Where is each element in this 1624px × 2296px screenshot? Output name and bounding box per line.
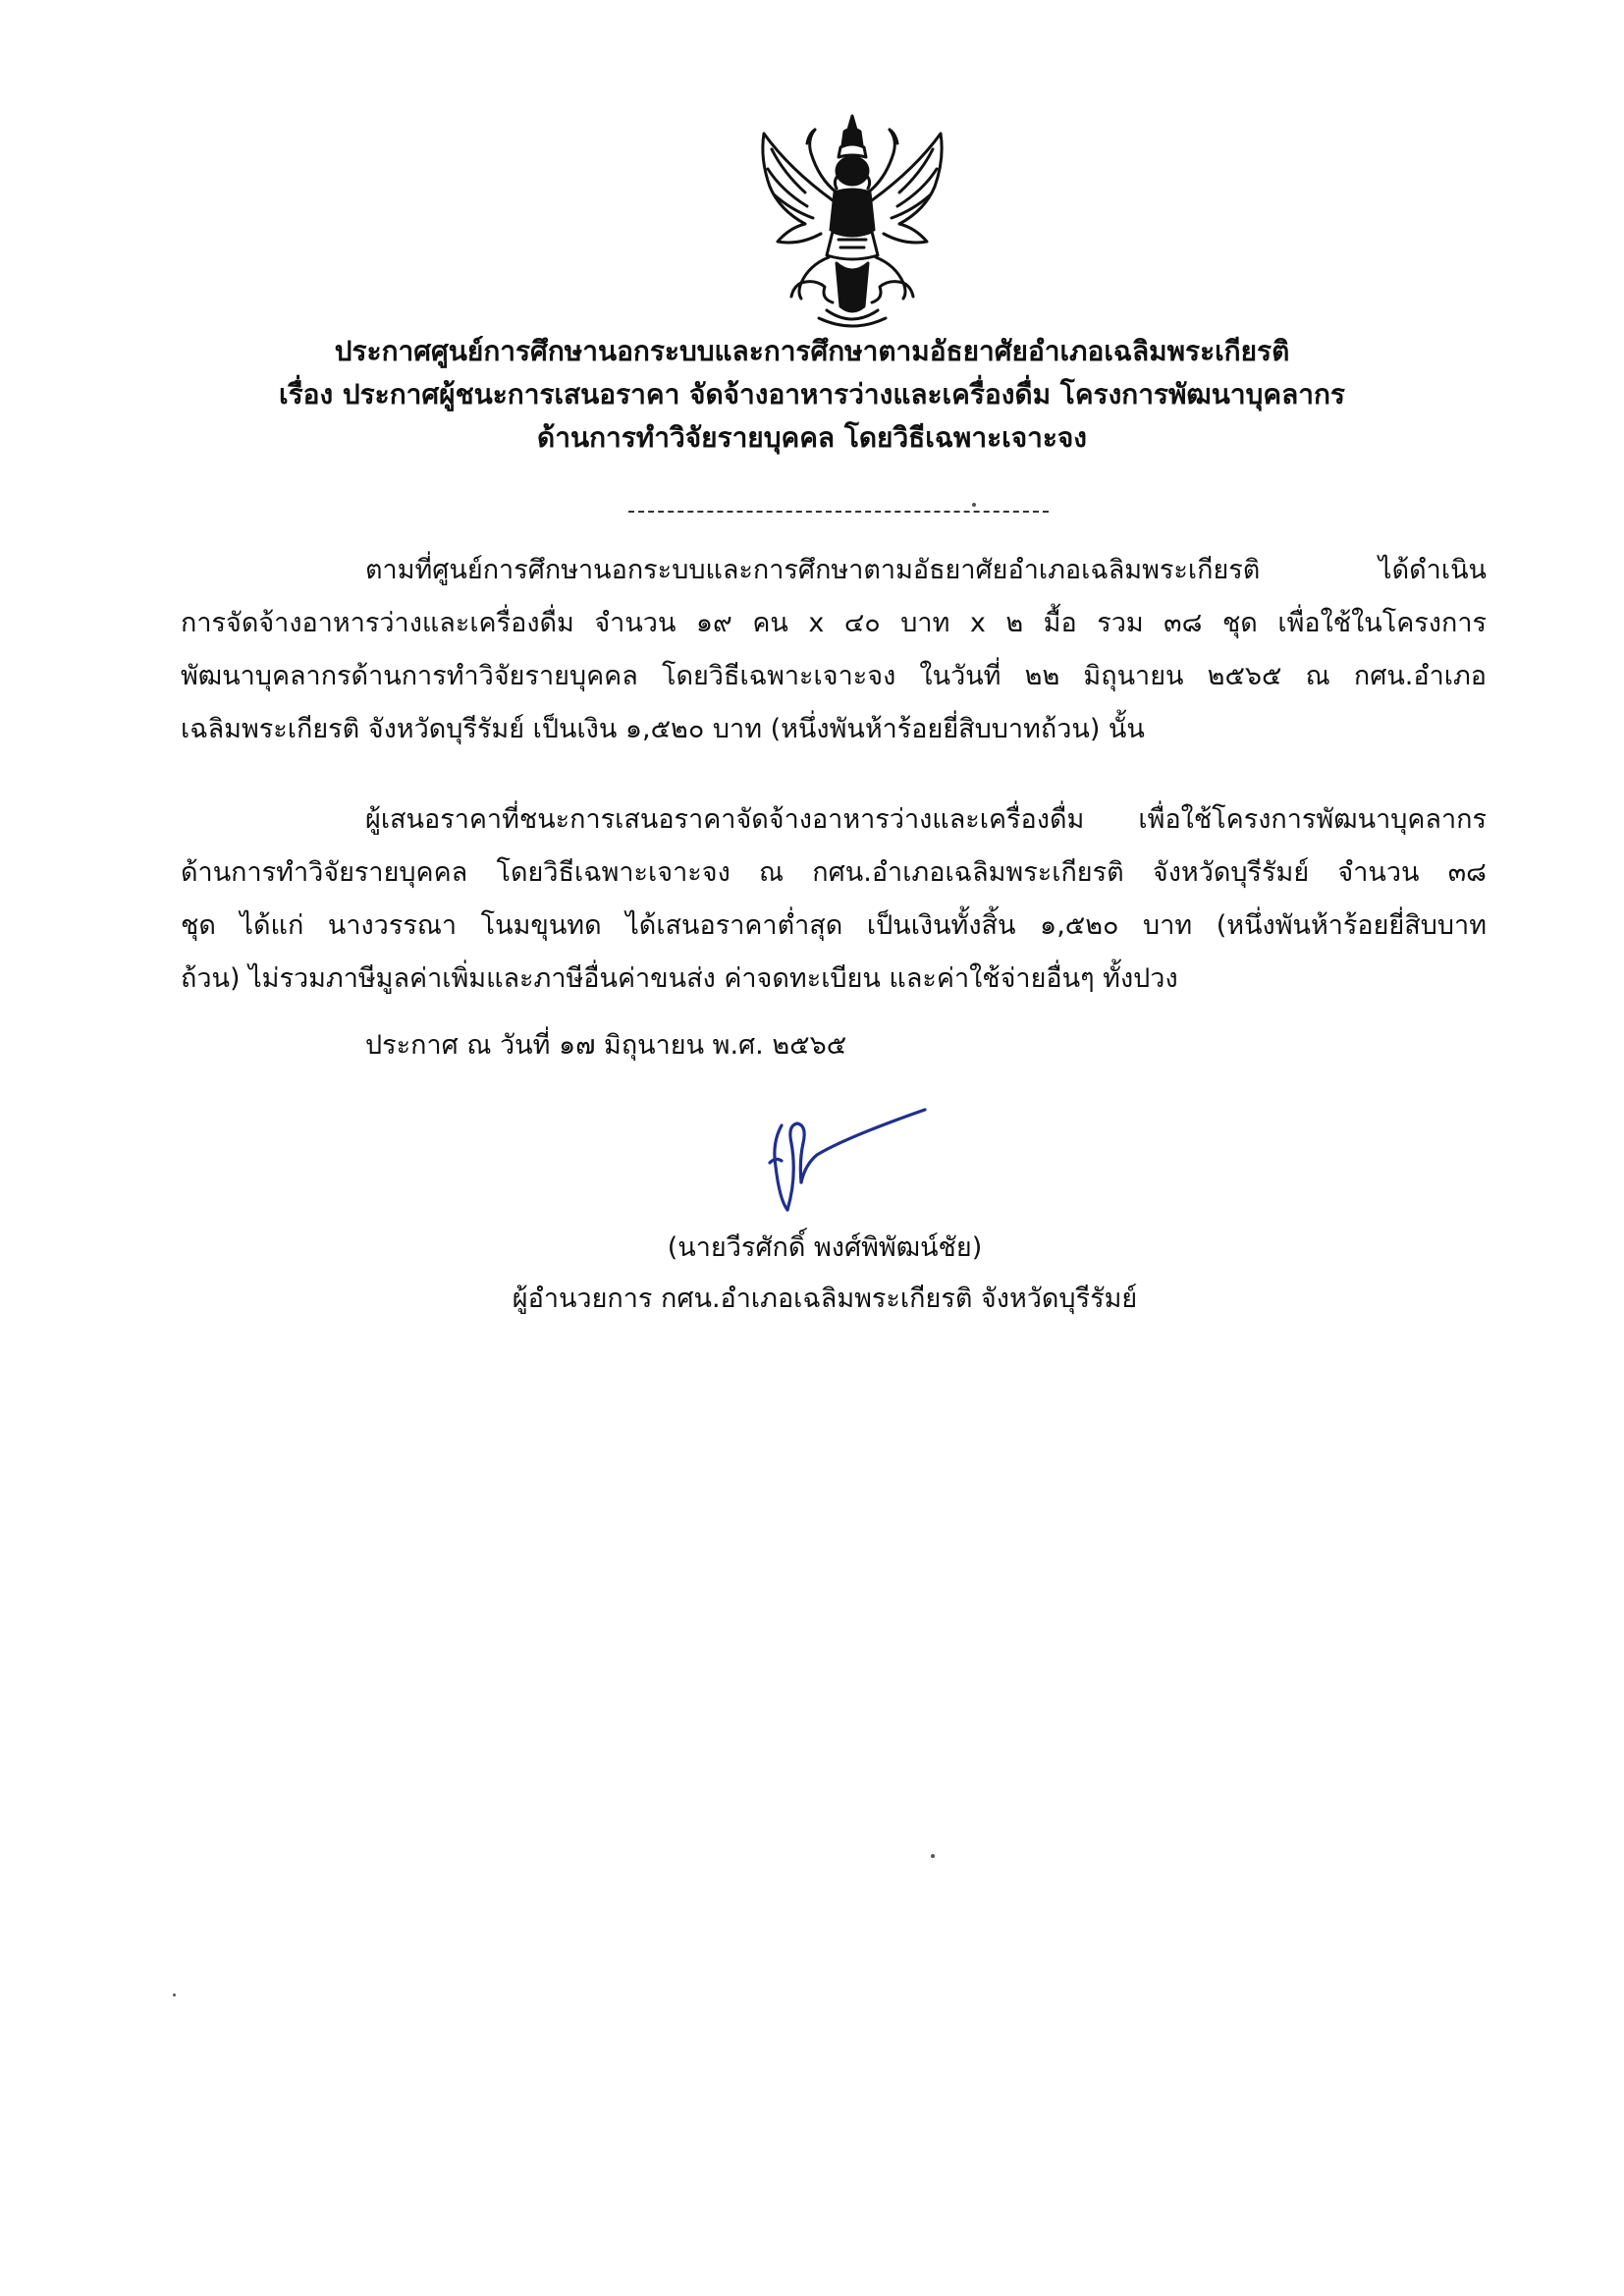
paragraph-2-line: ด้านการทำวิจัยรายบุคคล โดยวิธีเฉพาะเจาะจง ณ กศน.อำเภอเฉลิมพระเกียรติ จังหวัดบุรีรัมย์ จำนวน ๓๘ (181, 857, 1487, 888)
paragraph-2-line: ถ้วน) ไม่รวมภาษีมูลค่าเพิ่มและภาษีอื่นค่าขนส่ง ค่าจดทะเบียน และค่าใช้จ่ายอื่นๆ ทั้งปวง (181, 963, 1178, 994)
scan-speck (173, 1994, 176, 1996)
paragraph-2-line: ผู้เสนอราคาที่ชนะการเสนอราคาจัดจ้างอาหารว่างและเครื่องดื่ม เพื่อใช้โครงการพัฒนาบุคลากร (365, 804, 1487, 835)
signatory-position: ผู้อำนวยการ กศน.อำเภอเฉลิมพระเกียรติ จังหวัดบุรีรัมย์ (512, 1284, 1138, 1314)
paragraph-1-line: พัฒนาบุคลากรด้านการทำวิจัยรายบุคคล โดยวิธีเฉพาะเจาะจง ในวันที่ ๒๒ มิถุนายน ๒๕๖๕ ณ กศน.อำเภอ (181, 661, 1487, 691)
handwritten-signature-icon (758, 1104, 931, 1222)
announcement-subject-continued: ด้านการทำวิจัยรายบุคคล โดยวิธีเฉพาะเจาะจง (537, 421, 1087, 454)
garuda-emblem-icon (750, 110, 954, 334)
signatory-name: (นายวีรศักดิ์ พงศ์พิพัฒน์ชัย) (667, 1232, 983, 1263)
announcement-date: ประกาศ ณ วันที่ ๑๗ มิถุนายน พ.ศ. ๒๕๖๕ (365, 1030, 847, 1061)
paragraph-1-line: ตามที่ศูนย์การศึกษานอกระบบและการศึกษาตามอัธยาศัยอำเภอเฉลิมพระเกียรติ ได้ดำเนิน (365, 555, 1487, 585)
announcement-title: ประกาศศูนย์การศึกษานอกระบบและการศึกษาตามอัธยาศัยอำเภอเฉลิมพระเกียรติ (334, 335, 1290, 367)
paragraph-1-line: การจัดจ้างอาหารว่างและเครื่องดื่ม จำนวน ๑๙ คน x ๔๐ บาท x ๒ มื้อ รวม ๓๘ ชุด เพื่อใช้ในโครงการ (181, 608, 1487, 638)
heading-divider (628, 511, 1049, 513)
paragraph-1-line: เฉลิมพระเกียรติ จังหวัดบุรีรัมย์ เป็นเงิน ๑,๕๒๐ บาท (หนึ่งพันห้าร้อยยี่สิบบาทถ้วน) นั้น (181, 714, 1145, 744)
paragraph-2-line: ชุด ได้แก่ นางวรรณา โนมขุนทด ได้เสนอราคาต่ำสุด เป็นเงินทั้งสิ้น ๑,๕๒๐ บาท (หนึ่งพันห้าร้อยยี่สิบบาท (181, 910, 1487, 941)
scan-speck (931, 1854, 935, 1858)
scan-speck (972, 503, 976, 507)
announcement-subject: เรื่อง ประกาศผู้ชนะการเสนอราคา จัดจ้างอาหารว่างและเครื่องดื่ม โครงการพัฒนาบุคลากร (279, 378, 1345, 410)
